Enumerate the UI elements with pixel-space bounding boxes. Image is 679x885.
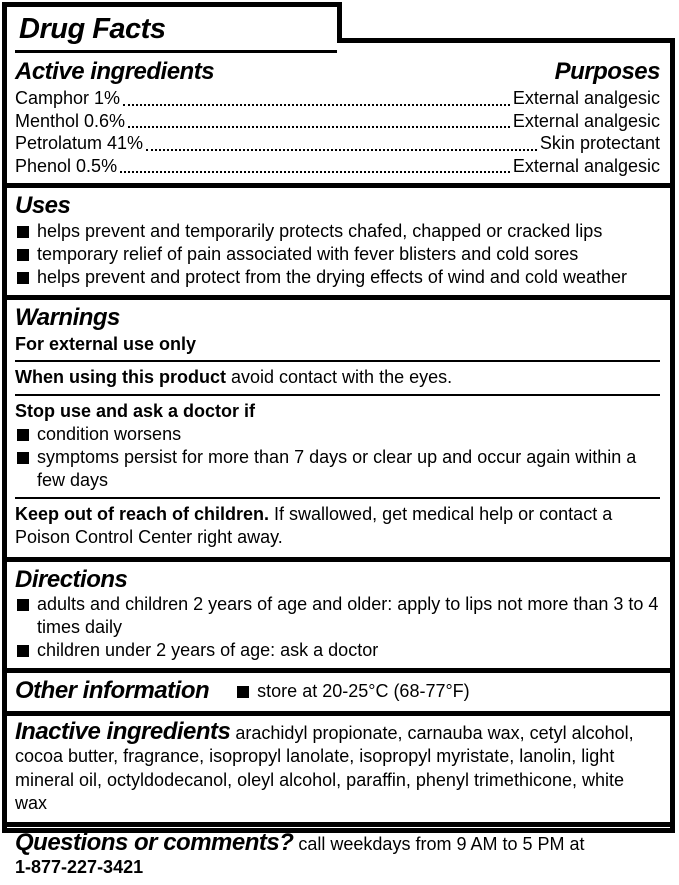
thin-rule [15,360,660,362]
keep-out-of-reach-line [15,503,660,549]
questions-section [7,827,670,885]
ingredient-purpose: External analgesic [512,110,660,131]
phone-number: 1-877-227-3421 [15,857,144,878]
dotted-leader [146,149,537,151]
ingredient-name: Menthol 0.6% [15,110,126,131]
list-item: symptoms persist for more than 7 days or clear up and occur again within a few days [15,446,660,492]
list-item: children under 2 years of age: ask a doctor [15,639,660,662]
bullet-square-icon [237,686,249,698]
purposes-heading: Purposes [554,57,660,85]
ingredient-name: Petrolatum 41% [15,133,144,154]
directions-section [7,562,670,669]
when-using-rest: avoid contact with the eyes. [225,366,453,387]
questions-heading: Questions or comments? [15,828,294,856]
inactive-ingredients-list: arachidyl propionate, carnauba wax, cetyl alcohol, cocoa butter, fragrance, isopropyl lanolate, isopropyl myristate, lanolin, light mineral oil, octyldodecanol, oleyl alcohol, paraffin, phenyl trimethicone, white wax [15,722,634,814]
list-item: helps prevent and protect from the drying effects of wind and cold weather [15,266,660,289]
bullet-square-icon [17,226,29,238]
uses-heading: Uses [15,192,71,220]
dotted-leader [128,126,510,128]
ingredient-name: Phenol 0.5% [15,155,118,176]
bullet-square-icon [17,429,29,441]
active-ingredients-heading: Active ingredients [15,57,215,85]
bullet-square-icon [17,599,29,611]
directions-heading: Directions [15,565,128,593]
title-block [15,11,337,53]
ingredient-purpose: External analgesic [512,88,660,109]
list-item: helps prevent and temporarily protects chafed, chapped or cracked lips [15,220,660,243]
thin-rule [15,394,660,396]
dotted-leader [123,104,510,106]
inactive-ingredients-paragraph [15,717,660,816]
keep-out-rest: If swallowed, get medical help or contact a Poison Control Center right away. [15,503,613,547]
other-information-row [15,677,660,705]
other-information-heading: Other information [15,677,210,705]
bullet-square-icon [17,272,29,284]
page-title: Drug Facts [19,13,166,45]
list-item: adults and children 2 years of age and older: apply to lips not more than 3 to 4 times daily [15,593,660,639]
dotted-leader [120,171,510,173]
ingredient-row [15,110,660,133]
inactive-ingredients-heading: Inactive ingredients [15,717,231,745]
ingredient-name: Camphor 1% [15,88,121,109]
questions-text: call weekdays from 9 AM to 5 PM at [293,833,585,854]
when-using-line [15,366,660,389]
questions-paragraph [15,828,660,857]
inactive-ingredients-section [7,716,670,822]
when-using-lead: When using this product [15,366,226,387]
drug-facts-label [2,2,675,878]
ingredient-row [15,87,660,110]
active-ingredients-header-row [15,58,660,86]
label-notch [337,2,675,43]
ingredient-row [15,155,660,178]
bullet-square-icon [17,452,29,464]
list-item: condition worsens [15,423,660,446]
other-information-section [7,673,670,711]
ingredient-row [15,132,660,155]
stop-use-heading: Stop use and ask a doctor if [15,400,256,421]
bullet-square-icon [17,645,29,657]
warnings-section [7,300,670,557]
external-use-only-line: For external use only [15,333,197,354]
list-item: temporary relief of pain associated with fever blisters and cold sores [15,243,660,266]
ingredient-purpose: External analgesic [512,155,660,176]
uses-section [7,188,670,295]
bullet-square-icon [17,249,29,261]
storage-text: store at 20-25°C (68-77°F) [257,680,470,701]
ingredient-purpose: Skin protectant [539,133,660,154]
keep-out-lead: Keep out of reach of children. [15,503,270,524]
thin-rule [15,497,660,499]
warnings-heading: Warnings [15,304,120,332]
